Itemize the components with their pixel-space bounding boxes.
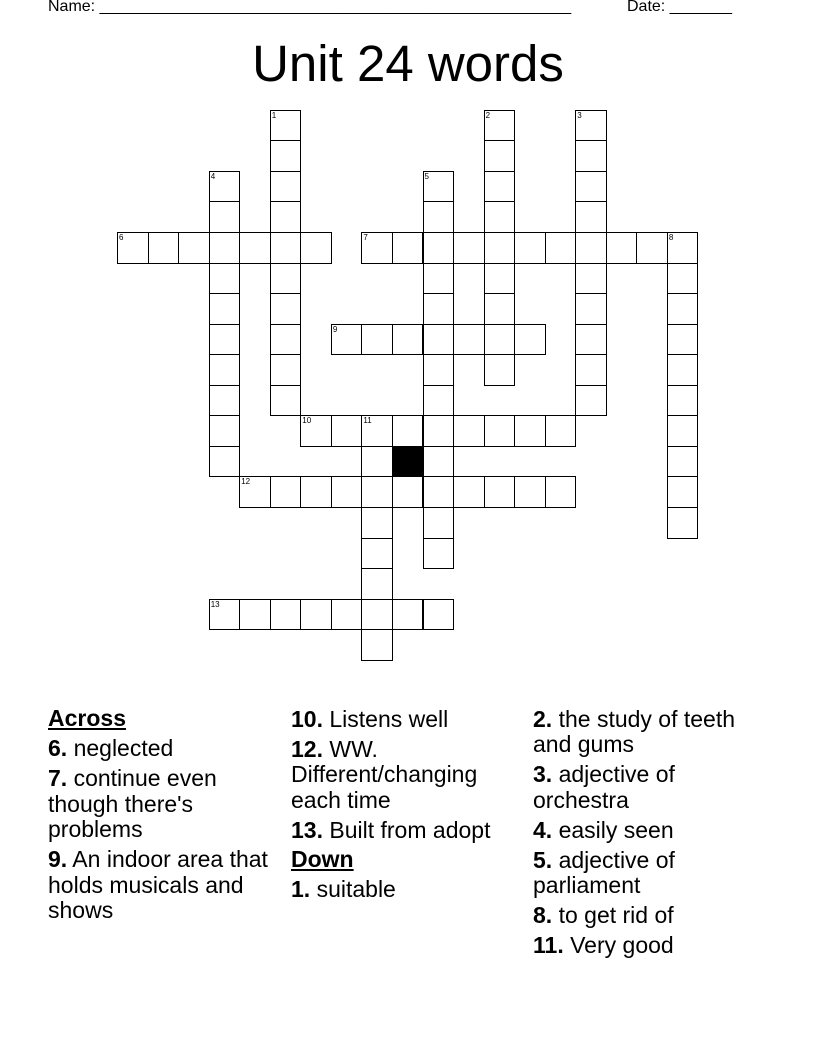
crossword-cell[interactable] <box>575 385 607 417</box>
crossword-cell[interactable] <box>423 354 455 386</box>
crossword-cell[interactable] <box>423 385 455 417</box>
clue-item: 8. to get rid of <box>533 902 674 928</box>
crossword-cell[interactable] <box>361 568 393 600</box>
crossword-cell[interactable] <box>270 232 302 264</box>
crossword-cell[interactable] <box>300 599 332 631</box>
clue-num: 4. <box>533 816 553 843</box>
crossword-cell[interactable] <box>239 476 271 508</box>
crossword-cell[interactable] <box>361 324 393 356</box>
crossword-cell[interactable] <box>361 476 393 508</box>
crossword-cell[interactable] <box>545 476 577 508</box>
crossword-cell[interactable] <box>484 171 516 203</box>
clue-number: 13 <box>210 599 220 609</box>
clue-item: 10. Listens well <box>291 705 449 732</box>
crossword-cell[interactable] <box>453 476 485 508</box>
clue-item: 12. WW. Different/changing each time <box>291 735 478 813</box>
crossword-cell[interactable] <box>514 232 546 264</box>
crossword-cell[interactable] <box>209 599 241 631</box>
crossword-cell[interactable] <box>514 324 546 356</box>
crossword-cell[interactable] <box>331 476 363 508</box>
crossword-cell[interactable] <box>575 263 607 295</box>
clue-num: 2. <box>533 705 553 732</box>
crossword-cell[interactable] <box>667 324 699 356</box>
crossword-cell[interactable] <box>392 232 424 264</box>
crossword-cell[interactable] <box>209 446 241 478</box>
clue-column-3 <box>533 702 768 959</box>
crossword-cell[interactable] <box>361 599 393 631</box>
crossword-cell[interactable] <box>270 263 302 295</box>
crossword-cell[interactable] <box>209 232 241 264</box>
crossword-cell[interactable] <box>300 232 332 264</box>
crossword-cell[interactable] <box>423 293 455 325</box>
crossword-cell[interactable] <box>484 201 516 233</box>
clue-item: 9. An indoor area that holds musicals and shows <box>48 846 268 923</box>
crossword-cell[interactable] <box>575 293 607 325</box>
crossword-cell[interactable] <box>667 385 699 417</box>
crossword-cell[interactable] <box>606 232 638 264</box>
crossword-cell[interactable] <box>209 415 241 447</box>
crossword-cell[interactable] <box>667 232 699 264</box>
crossword-cell[interactable] <box>178 232 210 264</box>
crossword-cell[interactable] <box>270 476 302 508</box>
crossword-cell[interactable] <box>423 507 455 539</box>
clue-item: 5. adjective of parliament <box>533 846 675 898</box>
clue-item: 11. Very good <box>533 932 674 958</box>
clue-num: 3. <box>533 761 553 787</box>
clue-column-1 <box>48 702 283 924</box>
crossword-cell[interactable] <box>575 354 607 386</box>
crossword-cell[interactable] <box>361 629 393 661</box>
clue-number: 7 <box>363 233 368 242</box>
crossword-cell[interactable] <box>300 415 332 447</box>
crossword-cell[interactable] <box>667 293 699 325</box>
crossword-cell[interactable] <box>209 171 241 203</box>
crossword-cell[interactable] <box>423 538 455 570</box>
crossword-cell[interactable] <box>484 110 516 142</box>
clue-number: 11 <box>363 416 372 426</box>
clue-item: 6. neglected <box>48 735 174 761</box>
crossword-cell[interactable] <box>484 263 516 295</box>
crossword-cell[interactable] <box>667 415 699 447</box>
crossword-block-cell <box>392 446 424 478</box>
crossword-cell[interactable] <box>361 232 393 264</box>
crossword-cell[interactable] <box>209 293 241 325</box>
crossword-cell[interactable] <box>117 232 149 264</box>
crossword-cell[interactable] <box>575 140 607 172</box>
crossword-cell[interactable] <box>514 415 546 447</box>
crossword-cell[interactable] <box>270 140 302 172</box>
crossword-cell[interactable] <box>514 476 546 508</box>
clue-number: 10 <box>302 416 312 426</box>
page-title: Unit 24 words <box>252 35 564 92</box>
crossword-cell[interactable] <box>209 201 241 233</box>
crossword-cell[interactable] <box>484 476 516 508</box>
crossword-cell[interactable] <box>453 232 485 264</box>
crossword-cell[interactable] <box>667 446 699 478</box>
clue-column-2 <box>291 702 526 903</box>
clue-item: 2. the study of teeth and gums <box>533 705 736 757</box>
crossword-cell[interactable] <box>423 476 455 508</box>
crossword-cell[interactable] <box>423 171 455 203</box>
crossword-cell[interactable] <box>270 171 302 203</box>
crossword-cell[interactable] <box>484 354 516 386</box>
crossword-cell[interactable] <box>209 263 241 295</box>
crossword-cell[interactable] <box>361 507 393 539</box>
crossword-cell[interactable] <box>423 599 455 631</box>
clue-number: 6 <box>119 233 124 242</box>
clue-item: 4. easily seen <box>533 816 674 843</box>
crossword-cell[interactable] <box>484 293 516 325</box>
crossword-cell[interactable] <box>667 507 699 539</box>
crossword-cell[interactable] <box>392 324 424 356</box>
crossword-cell[interactable] <box>545 232 577 264</box>
clue-item: 7. continue even though there's problems <box>48 765 217 842</box>
crossword-cell[interactable] <box>667 476 699 508</box>
crossword-cell[interactable] <box>423 232 455 264</box>
crossword-cell[interactable] <box>270 110 302 142</box>
clue-number: 9 <box>332 324 338 334</box>
clue-num: 1. <box>291 876 311 902</box>
crossword-cell[interactable] <box>636 232 668 264</box>
crossword-cell[interactable] <box>361 446 393 478</box>
crossword-cell[interactable] <box>392 415 424 447</box>
crossword-cell[interactable] <box>484 324 516 356</box>
name-field-label: Name: _____________________________________________________ <box>48 0 572 15</box>
crossword-cell[interactable] <box>270 201 302 233</box>
crossword-cell[interactable] <box>667 263 699 295</box>
clue-num: 5. <box>533 846 553 873</box>
crossword-cell[interactable] <box>484 140 516 172</box>
clue-num: 12. <box>291 735 323 762</box>
crossword-cell[interactable] <box>331 415 363 447</box>
date-field-label: Date: _______ <box>627 0 732 15</box>
crossword-cell[interactable] <box>575 110 607 142</box>
clue-number: 2 <box>485 110 491 120</box>
clue-num: 7. <box>48 765 68 791</box>
crossword-cell[interactable] <box>270 599 302 631</box>
crossword-cell[interactable] <box>423 201 455 233</box>
clue-number: 12 <box>241 477 251 487</box>
crossword-cell[interactable] <box>575 324 607 356</box>
clue-number: 5 <box>424 171 429 181</box>
clue-number: 8 <box>668 233 674 242</box>
crossword-cell[interactable] <box>392 476 424 508</box>
crossword-cell[interactable] <box>667 354 699 386</box>
clue-item: 13. Built from adopt <box>291 816 491 843</box>
crossword-cell[interactable] <box>423 446 455 478</box>
crossword-cell[interactable] <box>484 232 516 264</box>
crossword-cell[interactable] <box>331 324 363 356</box>
clue-num: 9. <box>48 846 68 872</box>
crossword-cell[interactable] <box>423 324 455 356</box>
crossword-cell[interactable] <box>239 599 271 631</box>
crossword-cell[interactable] <box>270 385 302 417</box>
crossword-cell[interactable] <box>423 263 455 295</box>
crossword-cell[interactable] <box>209 385 241 417</box>
crossword-cell[interactable] <box>331 599 363 631</box>
crossword-cell[interactable] <box>300 476 332 508</box>
clue-number: 1 <box>271 110 277 120</box>
crossword-cell[interactable] <box>270 324 302 356</box>
clue-number: 3 <box>577 110 582 120</box>
crossword-cell[interactable] <box>545 415 577 447</box>
clue-num: 10. <box>291 705 323 732</box>
crossword-cell[interactable] <box>575 201 607 233</box>
crossword-cell[interactable] <box>209 324 241 356</box>
clue-num: 6. <box>48 735 68 761</box>
clue-item: 1. suitable <box>291 876 396 902</box>
crossword-cell[interactable] <box>575 171 607 203</box>
crossword-cell[interactable] <box>361 538 393 570</box>
crossword-cell[interactable] <box>423 415 455 447</box>
crossword-cell[interactable] <box>361 415 393 447</box>
crossword-cell[interactable] <box>148 232 180 264</box>
clue-num: 11. <box>533 932 564 958</box>
crossword-cell[interactable] <box>209 354 241 386</box>
crossword-cell[interactable] <box>392 599 424 631</box>
clue-item: 3. adjective of orchestra <box>533 761 675 813</box>
clue-num: 13. <box>291 816 323 843</box>
crossword-cell[interactable] <box>270 293 302 325</box>
crossword-cell[interactable] <box>453 324 485 356</box>
clue-num: 8. <box>533 902 553 928</box>
crossword-cell[interactable] <box>575 232 607 264</box>
crossword-cell[interactable] <box>270 354 302 386</box>
clue-number: 4 <box>210 171 216 181</box>
crossword-cell[interactable] <box>453 415 485 447</box>
across-heading: Across <box>48 705 126 731</box>
crossword-cell[interactable] <box>484 415 516 447</box>
down-heading: Down <box>291 846 354 872</box>
crossword-cell[interactable] <box>239 232 271 264</box>
